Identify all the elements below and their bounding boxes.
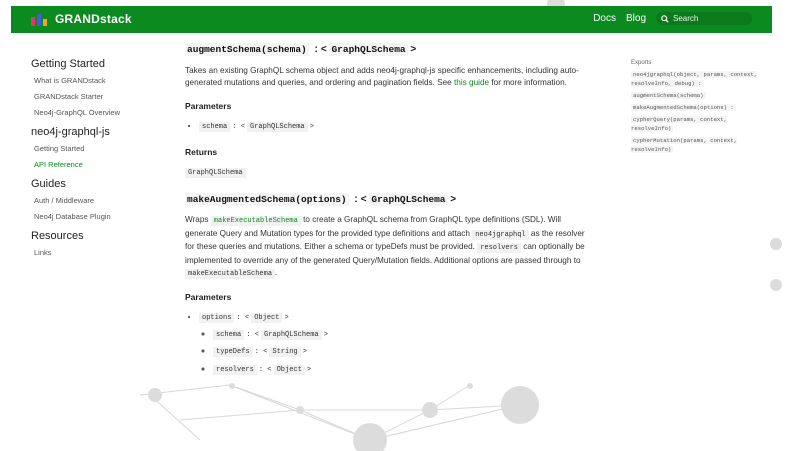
description-text: Takes an existing GraphQL schema object and adds neo4j-graphql-js specific enhancements, including auto-generated mutations and queries, and ordering and pagination fields. See [185,65,579,87]
param-type: String [269,347,300,357]
param-gt: > [284,314,289,322]
resolvers-code: resolvers [477,243,521,253]
nav-docs-link[interactable]: Docs [593,13,616,24]
param-separator: : < [246,330,259,339]
docs-sidebar [31,58,161,266]
param-name: resolvers [213,365,257,375]
param-name: schema [199,122,230,132]
sidebar-item-what-is-grandstack[interactable]: What is GRANDstack [34,76,106,85]
make-augmented-schema-heading [185,194,590,207]
this-guide-link[interactable]: this guide [454,78,490,87]
toc-item-cypher-query[interactable] [631,115,771,133]
search-icon [661,15,669,23]
description-text: Wraps [185,215,209,224]
description-text: to create a GraphQL schema from GraphQL type definitions (SDL). Will generate Query and Mutation types for the provided type definitions and attach [185,215,561,238]
toc-item-text: augmentSchema(schema) [633,92,704,99]
function-name: augmentSchema(schema) [187,44,307,55]
sidebar-section-guides [31,178,161,221]
param-separator: : < [254,348,268,356]
sidebar-section-resources [31,230,161,257]
toc-label: Exports [631,60,652,66]
param-separator: : < [236,314,250,322]
make-executable-schema-code: makeExecutableSchema [211,216,301,226]
toc-item-text: cypherQuery(params, context, resolveInfo) [631,116,727,132]
sidebar-item-links[interactable]: Links [34,248,52,257]
sidebar-section-neo4j-graphql-js [31,126,161,169]
param-name: typeDefs [213,347,253,357]
exports-toc [631,60,771,157]
param-gt: > [309,123,314,131]
page [11,6,772,451]
toc-item-text: makeAugmentedSchema(options) : [633,104,734,111]
sidebar-section-title: Resources [31,230,84,242]
param-type: GraphQLSchema [247,122,308,132]
sidebar-item-neo4j-graphql-overview[interactable]: Neo4j-GraphQL Overview [34,108,121,117]
toc-item-cypher-mutation[interactable] [631,136,771,154]
list-item [213,345,590,359]
sidebar-section-title: Guides [31,178,66,190]
sidebar-item-grandstack-starter[interactable]: GRANDstack Starter [34,92,104,101]
description-text: as the resolver for these queries and mutations. Either a schema or typeDefs must be provided. [185,228,585,251]
description-text: . [275,268,278,277]
toc-item-text: cypherMutation(params, context, resolveInfo) [631,137,738,153]
make-augmented-schema-description [185,214,590,281]
return-type: GraphQLSchema [185,168,246,178]
toc-item-neo4jgraphql[interactable] [631,70,771,88]
list-item [213,328,590,342]
param-type: Object [274,365,305,375]
param-gt: > [323,330,328,339]
param-gt: > [302,348,307,356]
search-placeholder: Search [673,14,699,23]
signature-colon: : [354,193,358,205]
sidebar-item-auth-middleware[interactable]: Auth / Middleware [34,196,95,205]
grandstack-logo-icon [31,12,49,26]
sidebar-section-title: Getting Started [31,58,105,70]
param-type: GraphQLSchema [261,330,322,340]
toc-item-text: neo4jgraphql(object, params, context, resolveInfo, debug) : [631,71,758,87]
param-separator: : < [232,123,245,131]
search-input[interactable] [656,12,752,25]
sidebar-item-api-reference[interactable]: API Reference [34,160,83,169]
return-type: GraphQLSchema [371,193,446,205]
description-text: can optionally be implemented to override any of the generated Query/Mutation fields. Additional options are passed through to [185,242,585,265]
brand-link[interactable] [31,12,132,26]
return-type: GraphQLSchema [331,44,406,55]
signature-lt: < [320,44,327,55]
sidebar-section-getting-started [31,58,161,117]
param-name: schema [213,330,244,340]
signature-gt: > [410,44,417,55]
param-name: options [199,313,234,323]
parameters-heading: Parameters [185,291,232,302]
parameter-list [185,311,590,376]
list-item [199,120,590,134]
sidebar-section-title: neo4j-graphql-js [31,126,110,138]
signature-lt: < [360,193,367,205]
augment-schema-description [185,65,590,90]
function-name: makeAugmentedSchema(options) [187,193,347,205]
signature-gt: > [450,193,457,205]
make-executable-schema-code: makeExecutableSchema [185,269,275,279]
sub-parameter-list [199,328,590,377]
sidebar-item-getting-started[interactable]: Getting Started [34,144,85,153]
description-text: for more information. [491,78,567,87]
augment-schema-heading [185,44,590,57]
param-separator: : < [258,365,272,374]
signature-colon: : [314,44,318,55]
sidebar-item-neo4j-database-plugin[interactable]: Neo4j Database Plugin [34,212,111,221]
param-gt: > [306,365,312,374]
top-navbar [11,6,772,33]
neo4jgraphql-code: neo4jgraphql [472,230,528,240]
returns-heading: Returns [185,146,218,157]
param-type: Object [251,313,282,323]
brand-name: GRANDstack [55,12,132,26]
list-item [199,311,590,376]
toc-item-augment-schema[interactable] [631,91,771,100]
main-content [185,44,590,388]
parameters-heading: Parameters [185,100,232,111]
parameter-list [185,120,590,134]
nav-blog-link[interactable]: Blog [625,13,646,24]
header-nav [593,12,752,25]
returns-value [185,166,590,180]
toc-item-make-augmented-schema[interactable] [631,103,771,112]
list-item [213,363,590,377]
